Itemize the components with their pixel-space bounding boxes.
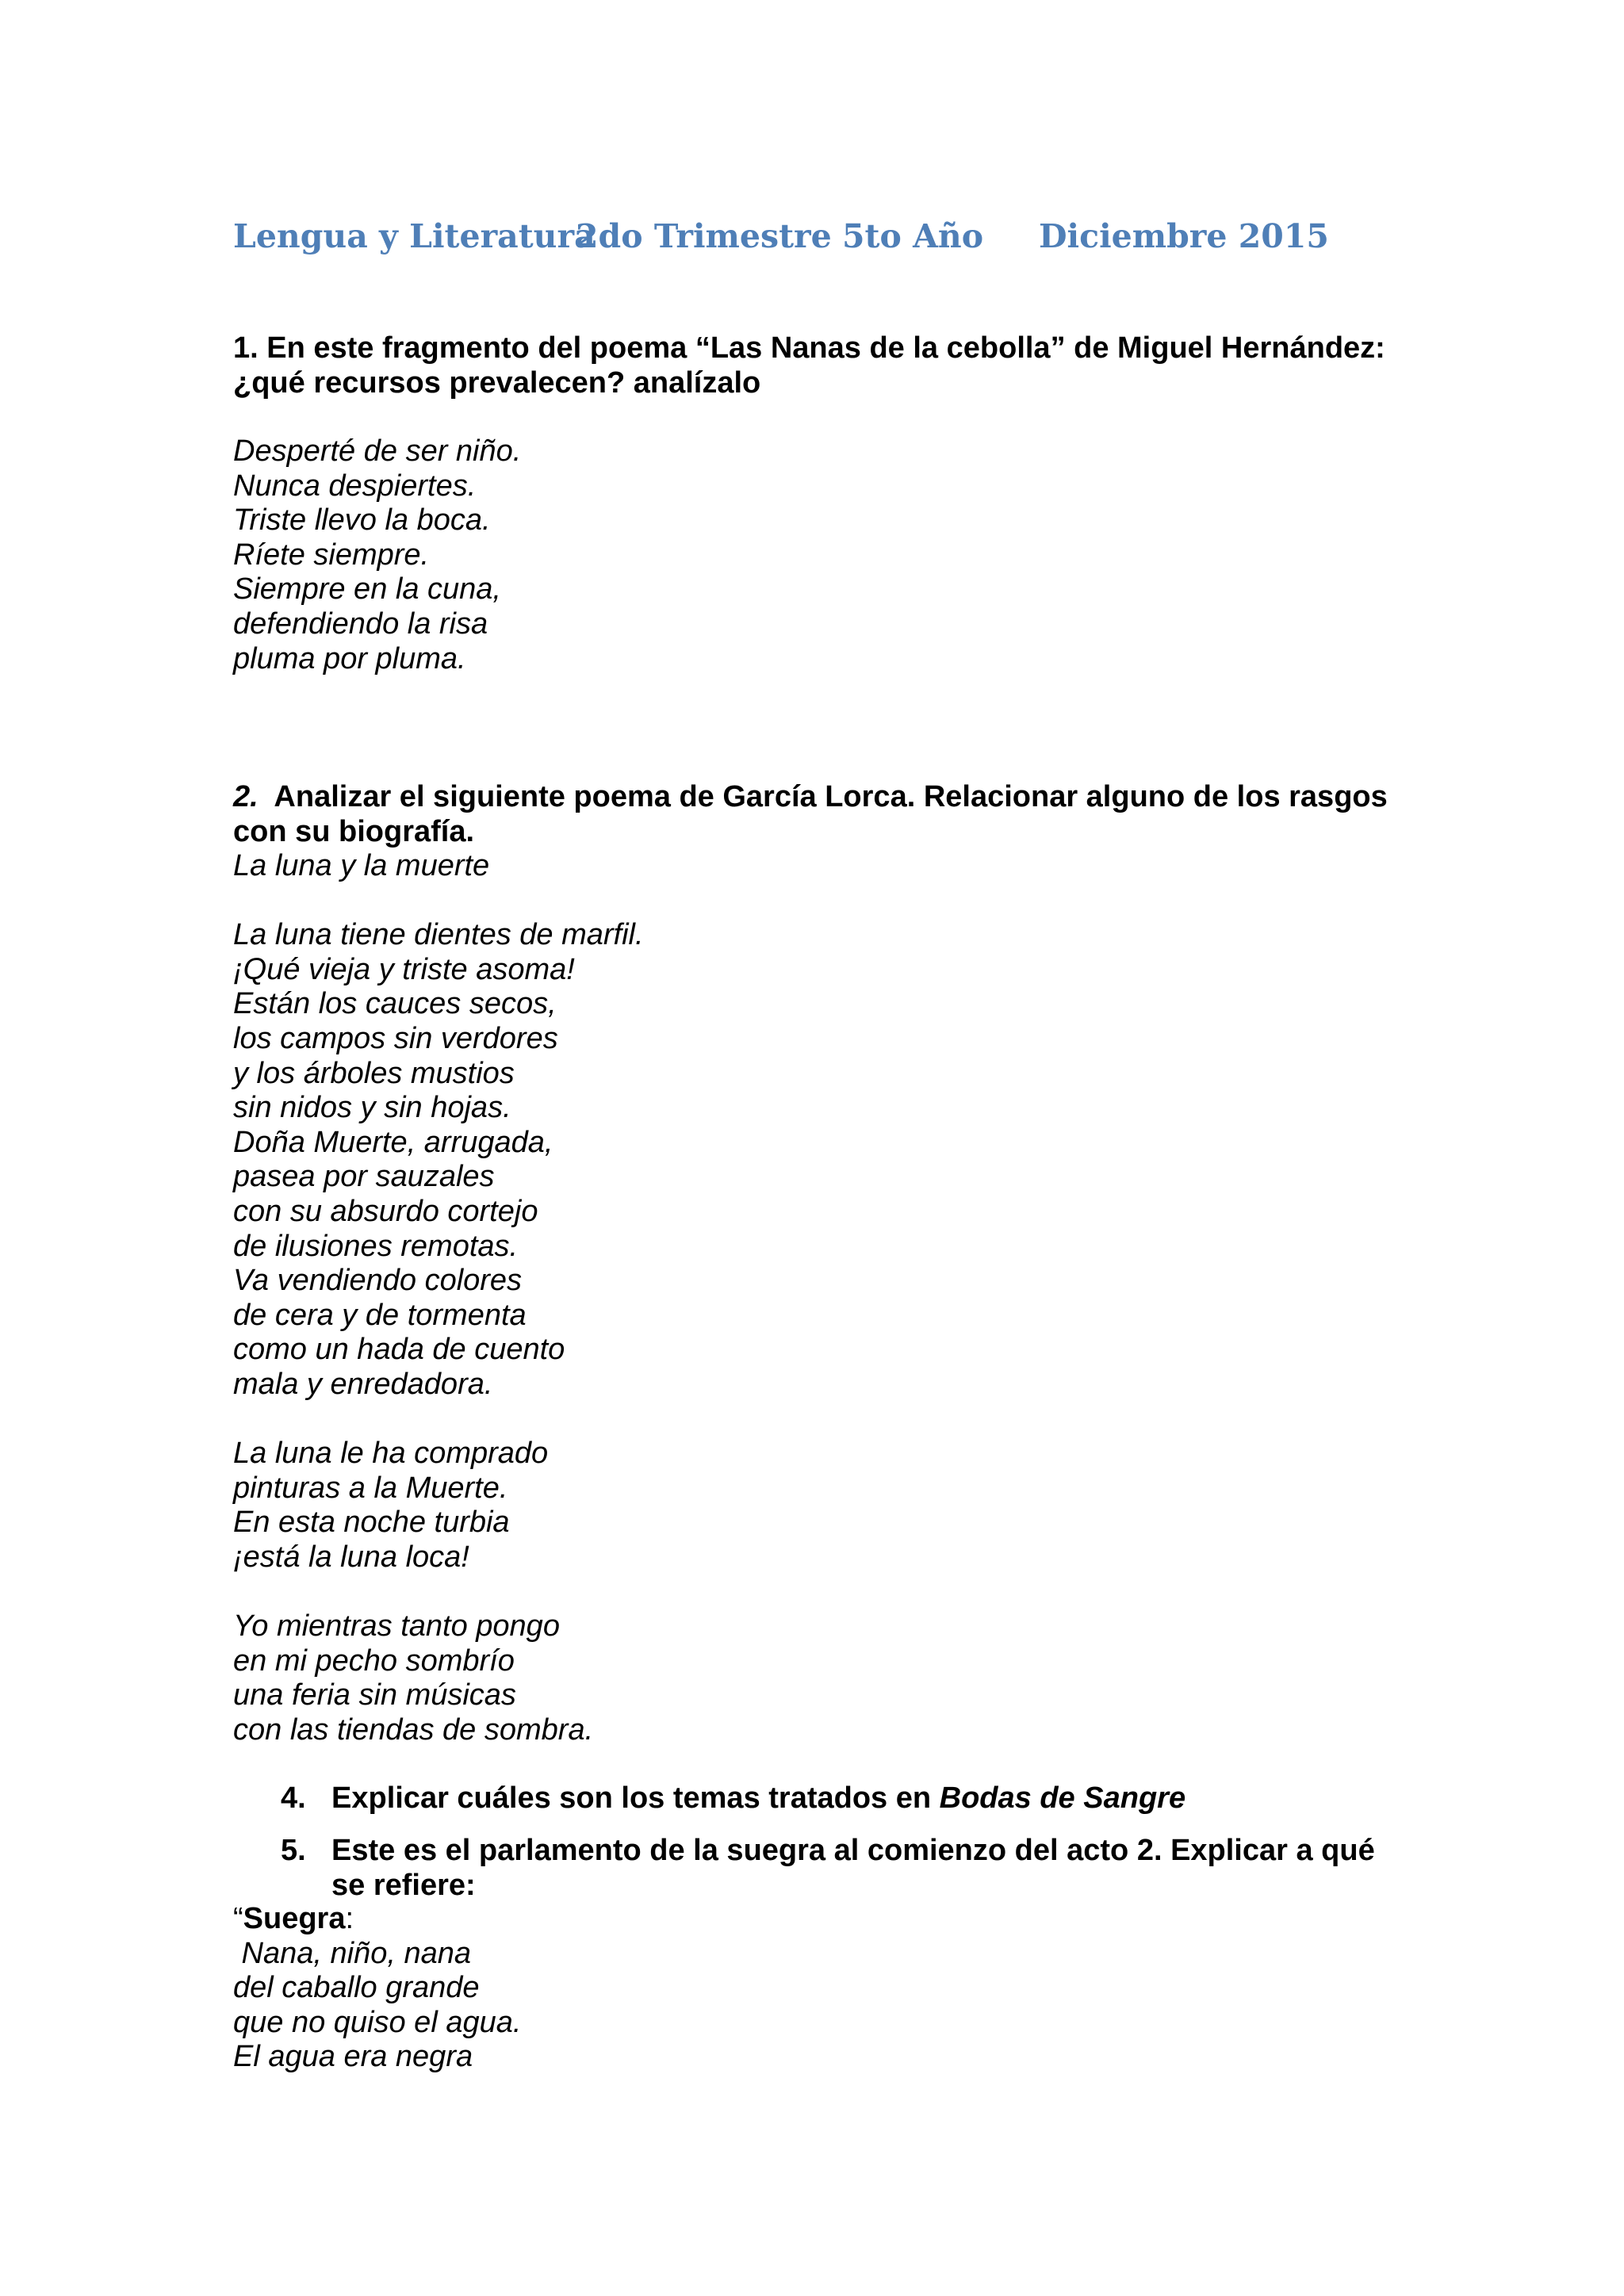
question-4-text-wrap bbox=[331, 1781, 1185, 1816]
poem-line: pinturas a la Muerte. bbox=[233, 1471, 508, 1505]
question-4-text: Explicar cuáles son los temas tratados en bbox=[331, 1781, 940, 1815]
document-header bbox=[233, 217, 1581, 265]
poem-line: defendiendo la risa bbox=[233, 607, 488, 641]
poem-line: Doña Muerte, arrugada, bbox=[233, 1125, 553, 1159]
question-4-work-title: Bodas de Sangre bbox=[939, 1781, 1186, 1815]
stanza-gap bbox=[233, 1402, 644, 1437]
question-5-text-line-1: Este es el parlamento de la suegra al comienzo del acto 2. Explicar a qué bbox=[331, 1834, 1375, 1867]
poem-line: los campos sin verdores bbox=[233, 1021, 558, 1055]
poem-line: Triste llevo la boca. bbox=[233, 503, 491, 538]
poem-line: con su absurdo cortejo bbox=[233, 1194, 538, 1228]
poem-line: Va vendiendo colores bbox=[233, 1264, 523, 1298]
poem-line: una feria sin músicas bbox=[233, 1678, 516, 1712]
quote-open-mark: “ bbox=[233, 1902, 243, 1935]
question-2-title-text: Analizar el siguiente poema de García Lorca. Relacionar alguno de los rasgos bbox=[274, 780, 1388, 813]
poem-line: pluma por pluma. bbox=[233, 641, 466, 675]
question-5-text-line-2: se refiere: bbox=[331, 1868, 476, 1902]
stanza-gap bbox=[233, 884, 644, 919]
quote-speaker: Suegra bbox=[243, 1902, 346, 1935]
poem-line: Nunca despiertes. bbox=[233, 469, 477, 503]
question-5-quote bbox=[233, 1902, 521, 2075]
poem-line: de cera y de tormenta bbox=[233, 1298, 527, 1332]
quote-line: El agua era negra bbox=[233, 2040, 473, 2074]
quote-line: del caballo grande bbox=[233, 1971, 480, 2005]
header-subject: Lengua y Literatura bbox=[233, 217, 596, 255]
question-1-title-line-2: ¿qué recursos prevalecen? analízalo bbox=[233, 365, 761, 400]
question-2-poem bbox=[233, 849, 644, 1747]
question-2-number: 2. bbox=[233, 780, 259, 813]
poem-line: pasea por sauzales bbox=[233, 1160, 495, 1194]
poem-line: mala y enredadora. bbox=[233, 1367, 493, 1401]
question-2-title bbox=[233, 780, 1388, 849]
header-term: 2do Trimestre bbox=[576, 217, 832, 255]
poem-line: sin nidos y sin hojas. bbox=[233, 1091, 511, 1125]
poem-line: con las tiendas de sombra. bbox=[233, 1712, 594, 1747]
poem-line: Desperté de ser niño. bbox=[233, 434, 522, 468]
question-2-title-line-2: con su biografía. bbox=[233, 814, 475, 848]
poem-line: En esta noche turbia bbox=[233, 1506, 510, 1540]
poem-line: en mi pecho sombrío bbox=[233, 1644, 515, 1678]
quote-speaker-line bbox=[233, 1902, 521, 1937]
poem-line: ¡está la luna loca! bbox=[233, 1540, 469, 1574]
question-2-title-line-1 bbox=[233, 780, 1388, 815]
poem-line: La luna le ha comprado bbox=[233, 1437, 549, 1471]
question-4-number: 4. bbox=[281, 1781, 306, 1815]
poem-line: Siempre en la cuna, bbox=[233, 572, 501, 607]
poem-title: La luna y la muerte bbox=[233, 849, 490, 882]
quote-colon: : bbox=[345, 1902, 354, 1935]
question-5-text bbox=[331, 1834, 1375, 1903]
question-5-number: 5. bbox=[281, 1834, 306, 1867]
question-1-title bbox=[233, 331, 1385, 400]
poem-line: Yo mientras tanto pongo bbox=[233, 1609, 560, 1644]
poem-line: de ilusiones remotas. bbox=[233, 1229, 519, 1263]
poem-line: Ríete siempre. bbox=[233, 538, 430, 572]
question-1-title-line-1: 1. En este fragmento del poema “Las Nanas de la cebolla” de Miguel Hernández: bbox=[233, 331, 1385, 365]
poem-line: como un hada de cuento bbox=[233, 1333, 565, 1367]
poem-line: y los árboles mustios bbox=[233, 1056, 515, 1090]
question-1-poem bbox=[233, 434, 521, 676]
quote-line: Nana, niño, nana bbox=[233, 1936, 472, 1970]
header-year: 5to Año bbox=[842, 217, 984, 255]
poem-line: ¡Qué vieja y triste asoma! bbox=[233, 952, 575, 986]
poem-line: La luna tiene dientes de marfil. bbox=[233, 918, 644, 952]
header-date: Diciembre 2015 bbox=[1039, 217, 1329, 255]
stanza-gap bbox=[233, 1575, 644, 1609]
poem-line: Están los cauces secos, bbox=[233, 987, 557, 1021]
quote-line: que no quiso el agua. bbox=[233, 2005, 522, 2039]
